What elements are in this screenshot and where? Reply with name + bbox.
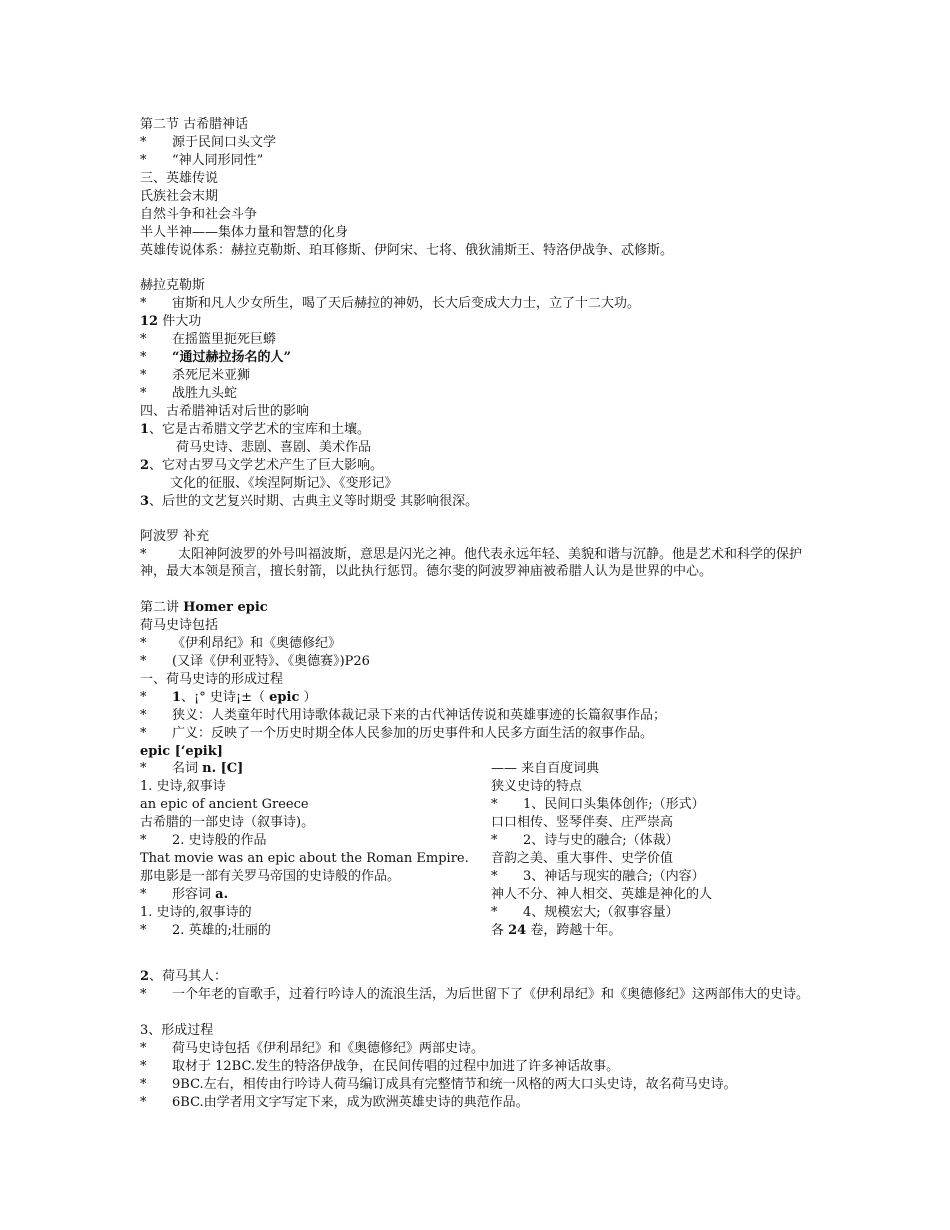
bullet: * (140, 923, 147, 938)
bullet-item (140, 886, 228, 903)
bullet-item (140, 725, 653, 742)
text-line: 氏族社会末期 (140, 189, 219, 204)
bullet-item (140, 367, 250, 384)
bullet: * (140, 690, 147, 705)
item-text: 、它对古罗马文学艺术产生了巨大影响。 (149, 458, 384, 473)
text-line: 自然斗争和社会斗争 (140, 207, 258, 222)
hercules-heading: 赫拉克勒斯 (140, 278, 206, 293)
bullet-text: 取材于 12BC.发生的特洛伊战争，在民间传唱的过程中加进了许多神话故事。 (172, 1059, 620, 1074)
bullet-item (140, 331, 276, 348)
feature-detail: 神人不分、神人相交、英雄是神化的人 (491, 887, 713, 902)
apollo-heading: 阿波罗 补充 (140, 529, 210, 544)
bullet: * (491, 797, 498, 812)
bullet-text: 9BC.左右，相传由行吟诗人荷马编订成具有完整情节和统一风格的两大口头史诗，故名荷马史诗。 (172, 1077, 737, 1092)
bullet-item (140, 385, 237, 402)
bullet-item (491, 832, 679, 849)
bullet: * (140, 386, 147, 401)
text-line: 荷马史诗包括 (140, 618, 219, 633)
bullet: * (140, 636, 147, 651)
bullet: * (140, 726, 147, 741)
bullet-text: 宙斯和凡人少女所生，喝了天后赫拉的神奶，长大后变成大力士，立了十二大功。 (172, 296, 641, 311)
bullet-item (491, 868, 705, 885)
bullet: * (140, 547, 147, 562)
bullet: * (140, 296, 147, 311)
feature-post: 卷，跨越十年。 (526, 923, 622, 938)
bullet-text: 2. 英雄的;壮丽的 (172, 923, 271, 938)
bullet: * (140, 761, 147, 776)
pos-label: 名词 (172, 761, 203, 776)
bullet-item (140, 760, 243, 777)
bullet: * (140, 987, 147, 1002)
labours-heading (140, 313, 201, 330)
volume-count: 24 (508, 923, 527, 938)
heroes-heading: 三、英雄传说 (140, 171, 219, 186)
bullet-item (140, 832, 267, 849)
feature-detail: 音韵之美、重大事件、史学价值 (491, 851, 674, 866)
bullet-item (491, 796, 705, 813)
bullet: * (491, 905, 498, 920)
numbered-item (140, 421, 370, 438)
bullet-text-end: ） (299, 690, 317, 705)
bullet-item (140, 922, 271, 939)
bullet: * (140, 708, 147, 723)
feature-detail: 口口相传、竖琴伴奏、庄严崇高 (491, 815, 674, 830)
item-text: 、荷马其人： (149, 969, 228, 984)
bullet-text: 2. 史诗般的作品 (172, 833, 267, 848)
bullet-text: 、¡° 史诗¡±（ (181, 690, 270, 705)
item-number: 1 (172, 690, 182, 705)
bullet-item (140, 152, 263, 169)
bullet-text: 源于民间口头文学 (172, 135, 277, 150)
pos-label: 形容词 (172, 887, 216, 902)
bullet: * (140, 1095, 147, 1110)
bullet-text: 《伊利昂纪》和《奥德修纪》 (172, 636, 342, 651)
dict-translation: 古希腊的一部史诗（叙事诗)。 (140, 815, 315, 830)
phonetic-line: epic [‘epik] (140, 744, 223, 759)
bullet-item (140, 134, 276, 151)
lecture-prefix: 第二讲 (140, 600, 184, 615)
bullet: * (140, 135, 147, 150)
text-line: 英雄传说体系：赫拉克勒斯、珀耳修斯、伊阿宋、七将、俄狄浦斯王、特洛伊战争、忒修斯。 (140, 243, 674, 258)
dict-example: That movie was an epic about the Roman Empire. (140, 851, 469, 866)
bullet-text: 广义：反映了一个历史时期全体人民参加的历史事件和人民多方面生活的叙事作品。 (172, 726, 654, 741)
pos-tag: n. [C] (202, 761, 244, 776)
bullet-text: 战胜九头蛇 (172, 386, 238, 401)
item-number: 2 (140, 969, 150, 984)
bullet-text: (又译《伊利亚特》、《奥德赛》)P26 (172, 654, 370, 669)
lecture-title-en: Homer epic (183, 600, 268, 615)
bullet: * (140, 350, 147, 365)
item-number: 3 (140, 494, 150, 509)
feature-detail (491, 922, 621, 939)
bullet-item (140, 1058, 619, 1075)
paragraph-text: 太阳神阿波罗的外号叫福波斯，意思是闪光之神。他代表永远年轻、美貌和谐与沉静。他是艺术和科学的保护神，最大本领是预言，擅长射箭，以此执行惩罚。德尔斐的阿波罗神庙被希腊人认为是世界的中心。 (140, 547, 803, 579)
bullet-item (140, 349, 291, 366)
formation-heading: 一、荷马史诗的形成过程 (140, 672, 284, 687)
numbered-item (140, 493, 478, 510)
bullet: * (491, 833, 498, 848)
bullet-text: 4、规模宏大;（叙事容量） (523, 905, 679, 920)
bullet-item (140, 653, 370, 670)
features-heading: 狭义史诗的特点 (491, 779, 583, 794)
bullet: * (140, 887, 147, 902)
feature-pre: 各 (491, 923, 509, 938)
bullet-item (140, 1040, 484, 1057)
sub-line: 荷马史诗、悲剧、喜剧、美术作品 (176, 440, 372, 455)
item-text: 、后世的文艺复兴时期、古典主义等时期受 其影响很深。 (149, 494, 479, 509)
bullet-text: “通过赫拉扬名的人” (172, 350, 291, 365)
item-text: 、它是古希腊文学艺术的宝库和土壤。 (149, 422, 371, 437)
process-heading: 3、形成过程 (140, 1023, 214, 1038)
apollo-paragraph (140, 546, 815, 580)
dict-example: an epic of ancient Greece (140, 797, 309, 812)
numbered-item (140, 457, 383, 474)
bullet: * (140, 1077, 147, 1092)
bullet: * (140, 332, 147, 347)
bullet-item (140, 1076, 737, 1093)
bullet-item (140, 1094, 529, 1111)
labours-number: 12 (140, 314, 159, 329)
section-title: 第二节 古希腊神话 (140, 117, 249, 132)
paragraph-text: 一个年老的盲歌手，过着行吟诗人的流浪生活，为后世留下了《伊利昂纪》和《奥德修纪》这两部伟大的史诗。 (172, 987, 810, 1002)
bullet: * (140, 368, 147, 383)
bullet-item (140, 707, 666, 724)
pos-tag: a. (215, 887, 229, 902)
bullet-text: “神人同形同性” (172, 153, 264, 168)
influence-heading: 四、古希腊神话对后世的影响 (140, 404, 310, 419)
bullet-text: 2、诗与史的融合;（体裁） (523, 833, 679, 848)
homer-heading (140, 968, 227, 985)
text-line: 半人半神——集体力量和智慧的化身 (140, 225, 349, 240)
bullet-text: 6BC.由学者用文字写定下来，成为欧洲英雄史诗的典范作品。 (172, 1095, 529, 1110)
sub-line: 文化的征服、《埃涅阿斯记》、《变形记》 (170, 476, 398, 491)
bullet-item (140, 635, 341, 652)
dict-translation: 那电影是一部有关罗马帝国的史诗般的作品。 (140, 869, 401, 884)
bullet-text: 荷马史诗包括《伊利昂纪》和《奥德修纪》两部史诗。 (172, 1041, 485, 1056)
lecture-title (140, 599, 268, 616)
bullet-text: 3、神话与现实的融合;（内容） (523, 869, 705, 884)
dict-sense: 1. 史诗,叙事诗 (140, 779, 226, 794)
epic-word: epic (269, 690, 300, 705)
bullet: * (140, 833, 147, 848)
bullet: * (140, 1059, 147, 1074)
bullet-item (491, 904, 679, 921)
bullet: * (140, 654, 147, 669)
bullet: * (140, 1041, 147, 1056)
bullet-text: 1、民间口头集体创作;（形式） (523, 797, 705, 812)
bullet: * (140, 153, 147, 168)
bullet-text: 在摇篮里扼死巨蟒 (172, 332, 277, 347)
homer-paragraph (140, 986, 815, 1003)
dict-sense: 1. 史诗的,叙事诗的 (140, 905, 252, 920)
bullet-text: 狭义：人类童年时代用诗歌体裁记录下来的古代神话传说和英雄事迹的长篇叙事作品； (172, 708, 667, 723)
source-line: —— 来自百度词典 (491, 761, 600, 776)
labours-label: 件大功 (158, 314, 202, 329)
item-number: 2 (140, 458, 150, 473)
bullet-text: 杀死尼米亚狮 (172, 368, 251, 383)
bullet: * (491, 869, 498, 884)
item-number: 1 (140, 422, 150, 437)
bullet-item (140, 689, 317, 706)
bullet-item (140, 295, 640, 312)
